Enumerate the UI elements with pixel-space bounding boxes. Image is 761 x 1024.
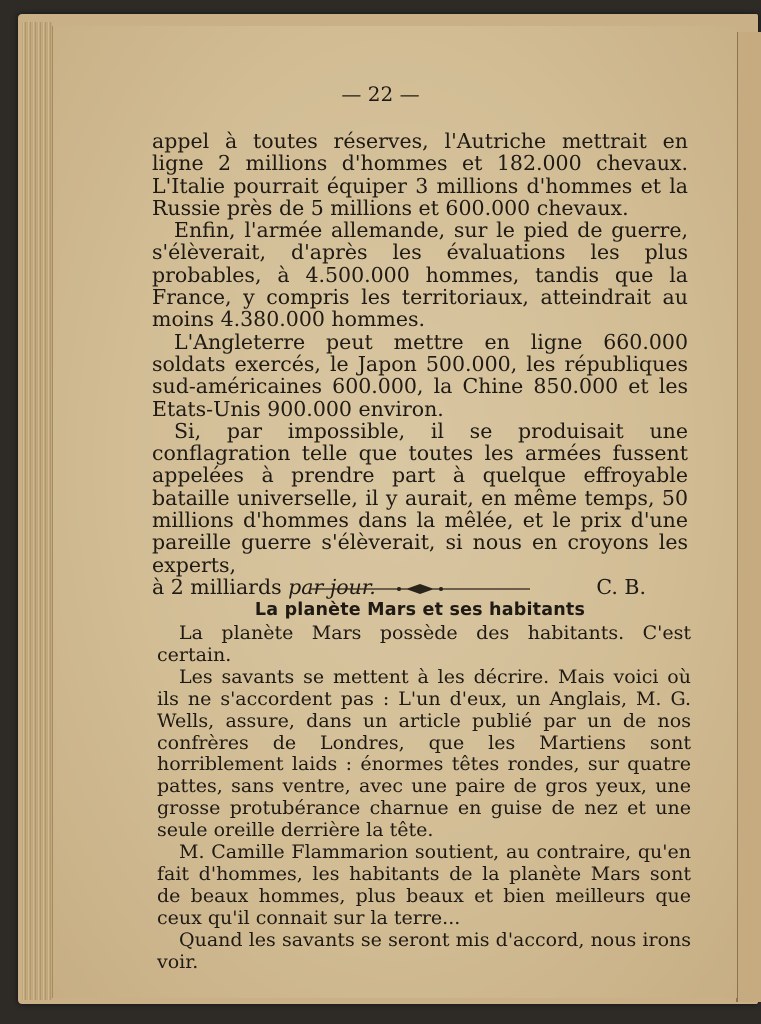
article-body [152, 130, 688, 598]
paragraph: M. Camille Flammarion soutient, au contraire, qu'en fait d'hommes, les habitants de la planète Mars sont de beaux hommes, plus beaux et bien meilleurs que ceux qu'il connait sur la terre... [157, 841, 691, 929]
paragraph: Les savants se mettent à les décrire. Mais voici où ils ne s'accordent pas : L'un d'eux, un Anglais, M. G. Wells, assure, dans un article publié par un de nos confrères de Londres, que les Martiens sont horriblement laids : énormes têtes rondes, sur quatre pattes, sans ventre, avec une paire de gros yeux, une grosse protubérance charnue en guise de nez et une seule oreille derrière la tête. [157, 665, 691, 842]
paragraph: La planète Mars possède des habitants. C'est certain. [157, 622, 691, 666]
paragraph: appel à toutes réserves, l'Autriche mettrait en ligne 2 millions d'hommes et 182.000 chevaux. L'Italie pourrait équiper 3 millions d'hommes et la Russie près de 5 millions et 600.000 chevaux. [152, 129, 688, 220]
closing-italic: par jour. [288, 574, 376, 599]
article-title: La planète Mars et ses habitants [254, 600, 586, 620]
author-signature: C. B. [596, 574, 646, 599]
paragraph: Si, par impossible, il se produisait une conflagration telle que toutes les armées fussent appelées à prendre part à quelque effroyable bataille universelle, il y aurait, en même temps, 50 millions d'hommes dans la mêlée, et le prix d'une pareille guerre s'élèverait, si nous en croyons les experts, [152, 418, 688, 577]
article-body-2 [157, 623, 691, 974]
paragraph: Enfin, l'armée allemande, sur le pied de guerre, s'élèverait, d'après les évaluations les plus probables, à 4.500.000 hommes, tandis que la France, y compris les territoriaux, atteindrait au moins 4.380.000 hommes. [152, 218, 688, 332]
page-stack-edge [22, 22, 52, 1000]
facing-page-edge [736, 32, 761, 1002]
page-number: — 22 — [341, 82, 420, 106]
ornamental-divider [310, 582, 530, 596]
paragraph: L'Angleterre peut mettre en ligne 660.000 soldats exercés, le Japon 500.000, les républiques sud-américaines 600.000, la Chine 850.000 et les Etats-Unis 900.000 environ. [152, 329, 688, 421]
closing-text: à 2 milliards [152, 574, 282, 599]
paragraph: Quand les savants se seront mis d'accord, nous irons voir. [157, 928, 691, 973]
